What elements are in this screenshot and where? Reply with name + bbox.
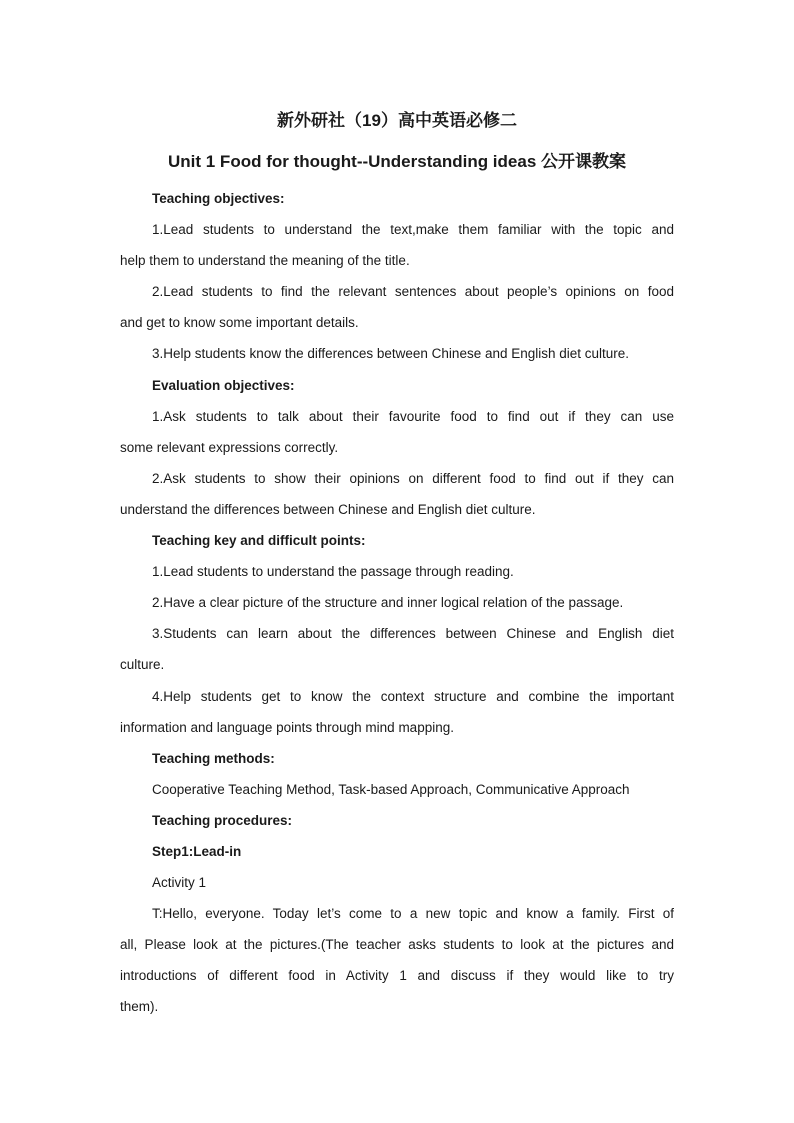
text-line: help them to understand the meaning of the title. <box>120 253 410 269</box>
document-title: 新外研社（19）高中英语必修二 <box>277 111 517 130</box>
text-line: Cooperative Teaching Method, Task-based Approach, Communicative Approach <box>152 781 630 797</box>
text-line: 3.Help students know the differences between Chinese and English diet culture. <box>152 346 630 362</box>
text-line: understand the differences between Chinese and English diet culture. <box>120 501 536 517</box>
document-subtitle: Unit 1 Food for thought--Understanding ideas 公开课教案 <box>167 152 627 171</box>
text-line: culture. <box>120 657 165 673</box>
section-heading: Evaluation objectives: <box>152 377 295 393</box>
text-line: 2.Have a clear picture of the structure and inner logical relation of the passage. <box>152 595 624 611</box>
text-line: 2.Lead students to find the relevant sentences about people’s opinions on food <box>152 284 674 300</box>
text-line: some relevant expressions correctly. <box>120 439 339 455</box>
text-line: 3.Students can learn about the differences between Chinese and English diet <box>152 626 674 642</box>
text-line: T:Hello, everyone. Today let’s come to a new topic and know a family. First of <box>152 906 674 922</box>
document-body <box>120 183 674 1023</box>
text-line: and get to know some important details. <box>120 315 359 331</box>
text-line: 2.Ask students to show their opinions on different food to find out if they can <box>152 470 674 486</box>
text-line: Activity 1 <box>152 875 207 891</box>
text-line: information and language points through mind mapping. <box>120 719 454 735</box>
text-line: introductions of different food in Activity 1 and discuss if they would like to try <box>120 968 674 984</box>
text-line: all, Please look at the pictures.(The teacher asks students to look at the pictures and <box>120 937 674 953</box>
text-line: them). <box>120 999 159 1015</box>
text-line: 1.Lead students to understand the passage through reading. <box>152 564 514 580</box>
section-heading: Teaching procedures: <box>152 812 293 828</box>
text-line: 1.Lead students to understand the text,make them familiar with the topic and <box>152 222 674 238</box>
section-heading: Teaching methods: <box>152 750 275 766</box>
section-heading: Step1:Lead-in <box>152 843 242 859</box>
section-heading: Teaching key and difficult points: <box>152 533 366 549</box>
section-heading: Teaching objectives: <box>152 191 285 206</box>
text-line: 1.Ask students to talk about their favourite food to find out if they can use <box>152 408 674 424</box>
text-line: 4.Help students get to know the context structure and combine the important <box>152 688 674 704</box>
